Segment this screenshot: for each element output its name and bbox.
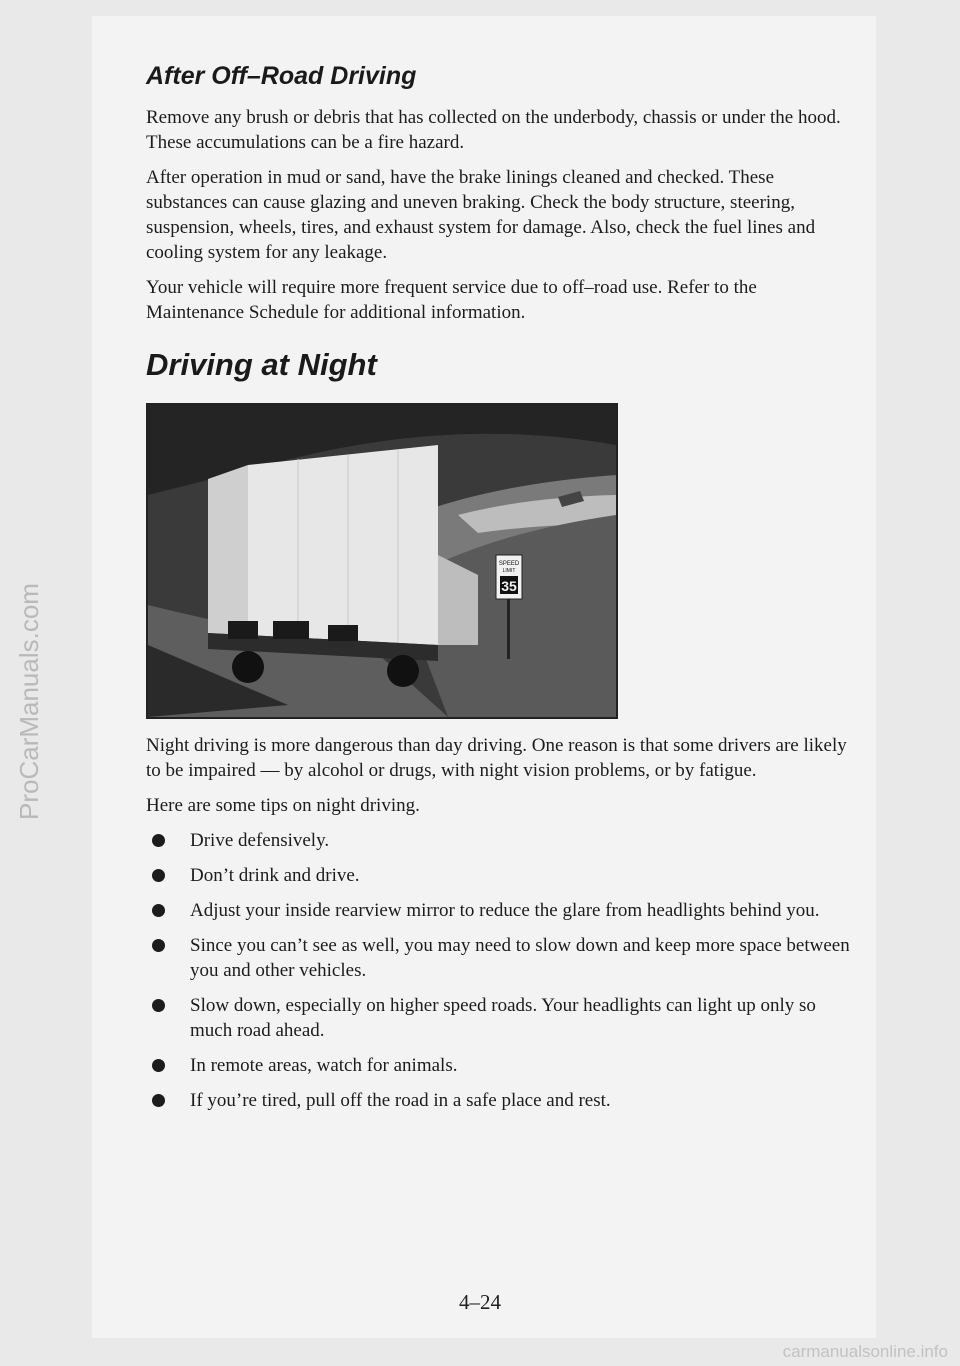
list-item	[146, 898, 856, 923]
bottom-watermark: carmanualsonline.info	[782, 1342, 948, 1361]
list-item-text: Don’t drink and drive.	[190, 865, 360, 886]
paragraph: After operation in mud or sand, have the brake linings cleaned and checked. These substances can cause glazing and uneven braking. Check the body structure, steering, suspension, wheels, tires, and exhaust system for damage. Also, check the fuel lines and cooling system for any leakage.	[146, 167, 816, 263]
list-item-text: Drive defensively.	[190, 830, 330, 851]
sign-text-35: 35	[501, 578, 517, 594]
section-heading-off-road: After Off–Road Driving	[146, 62, 417, 90]
bullet-icon	[152, 904, 165, 917]
paragraph: Remove any brush or debris that has collected on the underbody, chassis or under the hood. These accumulations can be a fire hazard.	[146, 107, 841, 153]
sign-text-speed: SPEED	[498, 561, 520, 567]
list-item-text: Since you can’t see as well, you may need to slow down and keep more space between you and other vehicles.	[190, 935, 850, 981]
list-item-text: Adjust your inside rearview mirror to reduce the glare from headlights behind you.	[190, 900, 820, 921]
bullet-icon	[152, 1094, 165, 1107]
list-item-text: If you’re tired, pull off the road in a safe place and rest.	[190, 1090, 611, 1111]
truck-at-night-illustration	[146, 403, 618, 719]
list-item	[146, 1088, 856, 1113]
page-number: 4–24	[459, 1290, 501, 1314]
section-heading-night: Driving at Night	[146, 347, 377, 382]
list-item	[146, 828, 856, 853]
sign-text-limit: LIMIT	[502, 568, 516, 574]
page-content	[146, 62, 856, 1123]
list-item-text: Slow down, especially on higher speed roads. Your headlights can light up only so much road ahead.	[190, 995, 816, 1041]
list-item-text: In remote areas, watch for animals.	[190, 1055, 458, 1076]
bullet-icon	[152, 869, 165, 882]
paragraph: Night driving is more dangerous than day driving. One reason is that some drivers are likely to be impaired — by alcohol or drugs, with night vision problems, or by fatigue.	[146, 735, 847, 781]
bullet-icon	[152, 999, 165, 1012]
night-driving-tips-list	[146, 828, 856, 1113]
bullet-icon	[152, 834, 165, 847]
paragraph: Your vehicle will require more frequent service due to off–road use. Refer to the Maintenance Schedule for additional information.	[146, 277, 757, 323]
list-item	[146, 933, 856, 983]
list-item	[146, 993, 856, 1043]
bullet-icon	[152, 939, 165, 952]
list-item	[146, 1053, 856, 1078]
side-watermark: ProCarManuals.com	[14, 583, 44, 820]
paragraph: Here are some tips on night driving.	[146, 795, 420, 816]
list-item	[146, 863, 856, 888]
bullet-icon	[152, 1059, 165, 1072]
